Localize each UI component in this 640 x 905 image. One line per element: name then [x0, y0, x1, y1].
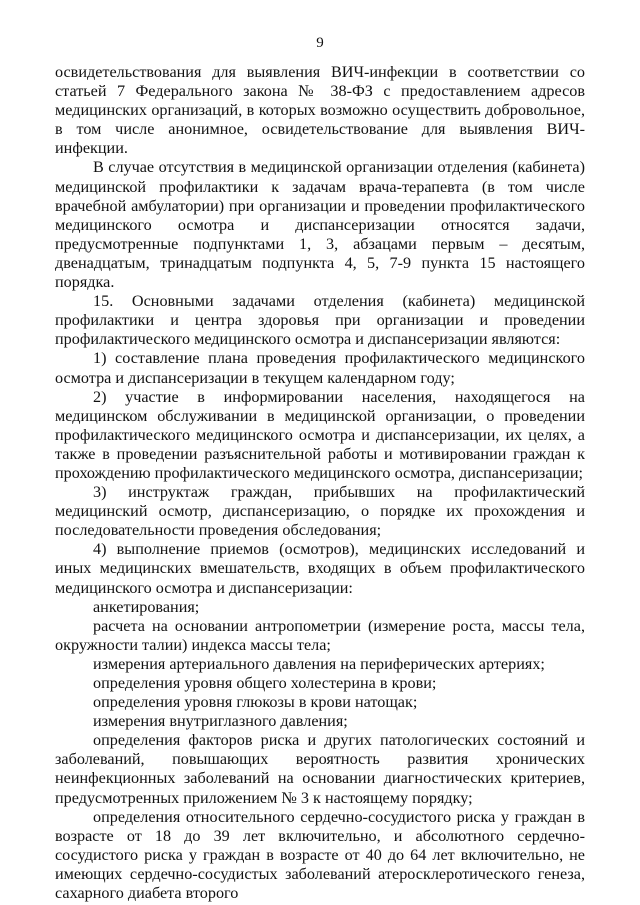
- page-number: 9: [316, 35, 324, 51]
- paragraph: анкетирования;: [93, 597, 200, 616]
- paragraph: 15. Основными задачами отделения (кабинета) медицинской профилактики и центра здоровья при организации и проведении профилактического медицинского осмотра и диспансеризации являются:: [55, 292, 585, 349]
- paragraph: 1) составление плана проведения профилактического медицинского осмотра и диспансеризации в текущем календарном году;: [55, 349, 585, 387]
- document-body: [55, 63, 585, 903]
- paragraph: В случае отсутствия в медицинской организации отделения (кабинета) медицинской профилактики к задачам врача-терапевта (в том числе врачебной амбулатории) при организации и проведении профилактического медицинского осмотра и диспансеризации относятся задачи, предусмотренные подпунктами 1, 3, абзацами первым – десятым, двенадцатым, тринадцатым подпункта 4, 5, 7-9 пункта 15 настоящего порядка.: [55, 158, 585, 292]
- paragraph: измерения внутриглазного давления;: [93, 712, 348, 731]
- paragraph: измерения артериального давления на периферических артериях;: [93, 654, 545, 673]
- paragraph: определения уровня общего холестерина в крови;: [93, 674, 437, 692]
- paragraph: определения факторов риска и других патологических состояний и заболеваний, повышающих вероятность развития хронических неинфекционных заболеваний на основании диагностических критериев, предусмотренных приложением № 3 к настоящему порядку;: [55, 731, 585, 807]
- paragraph: 3) инструктаж граждан, прибывших на профилактический медицинский осмотр, диспансеризацию, о порядке их прохождения и последовательности проведения обследования;: [55, 483, 585, 540]
- paragraph: 2) участие в информировании населения, находящегося на медицинском обслуживании в медицинской организации, о проведении профилактического медицинского осмотра и диспансеризации, их целях, а также в проведении разъяснительной работы и мотивировании граждан к прохождению профилактического медицинского осмотра, диспансеризации;: [55, 387, 585, 482]
- paragraph: 4) выполнение приемов (осмотров), медицинских исследований и иных медицинских вмешательств, входящих в объем профилактического медицинского осмотра и диспансеризации:: [55, 540, 585, 597]
- paragraph: определения относительного сердечно-сосудистого риска у граждан в возрасте от 18 до 39 лет включительно, и абсолютного сердечно-сосудистого риска у граждан в возрасте от 40 до 64 лет включительно, не имеющих сердечно-сосудистых заболеваний атеросклеротического генеза, сахарного диабета второго: [55, 807, 585, 903]
- paragraph: освидетельствования для выявления ВИЧ-инфекции в соответствии со статьей 7 Федерального закона № 38-ФЗ с предоставлением адресов медицинских организаций, в которых возможно осуществить добровольное, в том числе анонимное, освидетельствование для выявления ВИЧ-инфекции.: [55, 63, 585, 158]
- paragraph: определения уровня глюкозы в крови натощак;: [93, 693, 418, 712]
- paragraph: расчета на основании антропометрии (измерение роста, массы тела, окружности талии) индекса массы тела;: [55, 616, 585, 654]
